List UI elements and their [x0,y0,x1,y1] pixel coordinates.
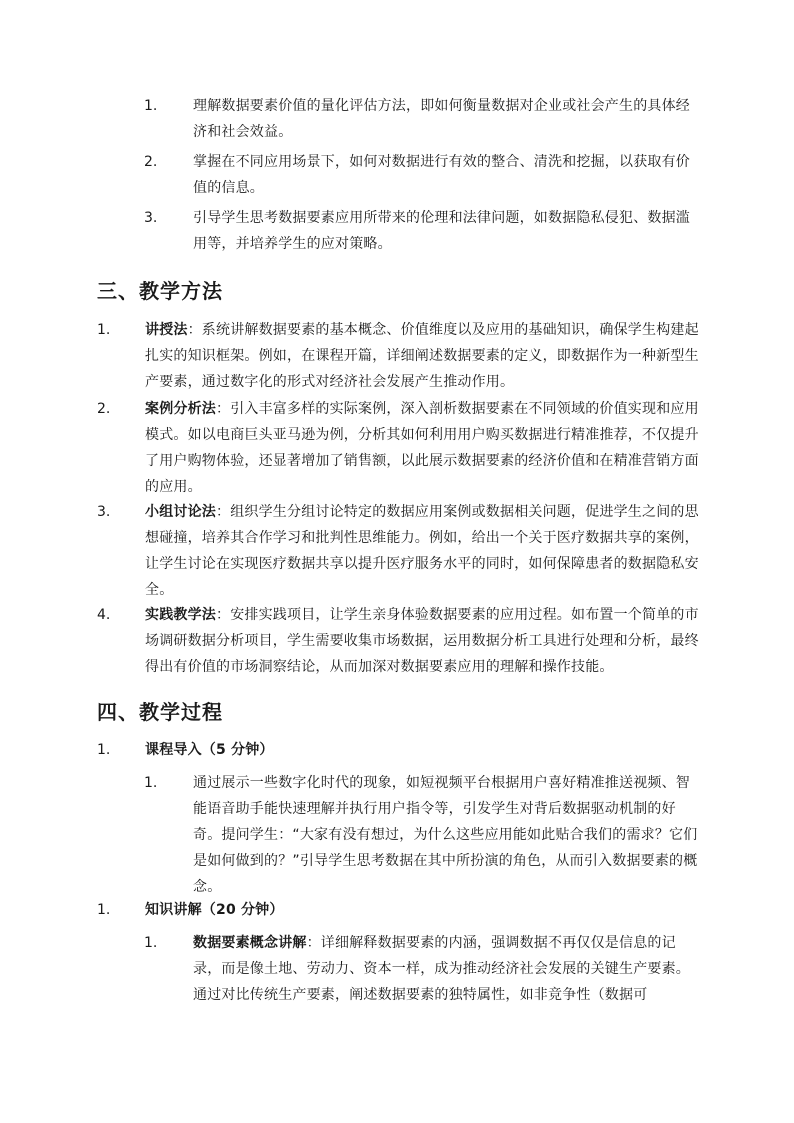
list-number: 1. [144,775,158,791]
list-number: 3. [97,504,111,520]
method-text: ：组织学生分组讨论特定的数据应用案例或数据相关问题，促进学生之间的思想碰撞，培养其合作学习和批判性思维能力。例如，给出一个关于医疗数据共享的案例，让学生讨论在实现医疗数据共享以提升医疗服务水平的同时，如何保障患者的数据隐私安全。 [145,504,699,598]
list-number: 1. [97,902,111,918]
list-item [193,930,701,1008]
method-label: 案例分析法 [145,401,216,417]
method-text: ：安排实践项目，让学生亲身体验数据要素的应用过程。如布置一个简单的市场调研数据分析项目，学生需要收集市场数据，运用数据分析工具进行处理和分析，最终得出有价值的市场洞察结论，从而加深对数据要素应用的理解和操作技能。 [145,607,699,675]
part-heading: 课程导入（5 分钟） [145,742,274,758]
item-text: ：详细解释数据要素的内涵，强调数据不再仅仅是信息的记录，而是像土地、劳动力、资本一样，成为推动经济社会发展的关键生产要素。通过对比传统生产要素，阐述数据要素的独特属性，如非竞争性（数据可 [193,935,690,1003]
list-number: 3. [144,210,158,226]
list-item: 理解数据要素价值的量化评估方法，即如何衡量数据对企业或社会产生的具体经济和社会效益。 [193,98,690,140]
list-item: 引导学生思考数据要素应用所带来的伦理和法律问题，如数据隐私侵犯、数据滥用等，并培养学生的应对策略。 [193,210,690,252]
method-label: 讲授法 [145,322,188,338]
item-label: 数据要素概念讲解 [193,935,307,951]
list-item: 通过展示一些数字化时代的现象，如短视频平台根据用户喜好精准推送视频、智能语音助手能快速理解并执行用户指令等，引发学生对背后数据驱动机制的好奇。提问学生：“大家有没有想过，为什么这些应用能如此贴合我们的需求？它们是如何做到的？”引导学生思考数据在其中所扮演的角色，从而引入数据要素的概念。 [193,775,698,895]
list-number: 1. [97,322,111,338]
method-label: 实践教学法 [145,607,216,623]
list-number: 1. [144,98,158,114]
list-item [145,396,701,500]
list-number: 1. [97,742,111,758]
section-heading: 三、教学方法 [97,279,223,303]
method-text: ：系统讲解数据要素的基本概念、价值维度以及应用的基础知识，确保学生构建起扎实的知识框架。例如，在课程开篇，详细阐述数据要素的定义，即数据作为一种新型生产要素，通过数字化的形式对经济社会发展产生推动作用。 [145,322,699,390]
list-number: 4. [97,607,111,623]
list-item: 掌握在不同应用场景下，如何对数据进行有效的整合、清洗和挖掘，以获取有价值的信息。 [193,154,690,196]
list-number: 1. [144,935,158,951]
section-heading: 四、教学过程 [97,700,223,724]
part-heading: 知识讲解（20 分钟） [145,902,284,918]
method-label: 小组讨论法 [145,504,216,520]
list-number: 2. [144,154,158,170]
list-item [145,602,701,680]
list-item [145,499,701,603]
list-item [145,317,701,395]
method-text: ：引入丰富多样的实际案例，深入剖析数据要素在不同领域的价值实现和应用模式。如以电商巨头亚马逊为例，分析其如何利用用户购买数据进行精准推荐，不仅提升了用户购物体验，还显著增加了销售额，以此展示数据要素的经济价值和在精准营销方面的应用。 [145,401,699,495]
list-number: 2. [97,401,111,417]
